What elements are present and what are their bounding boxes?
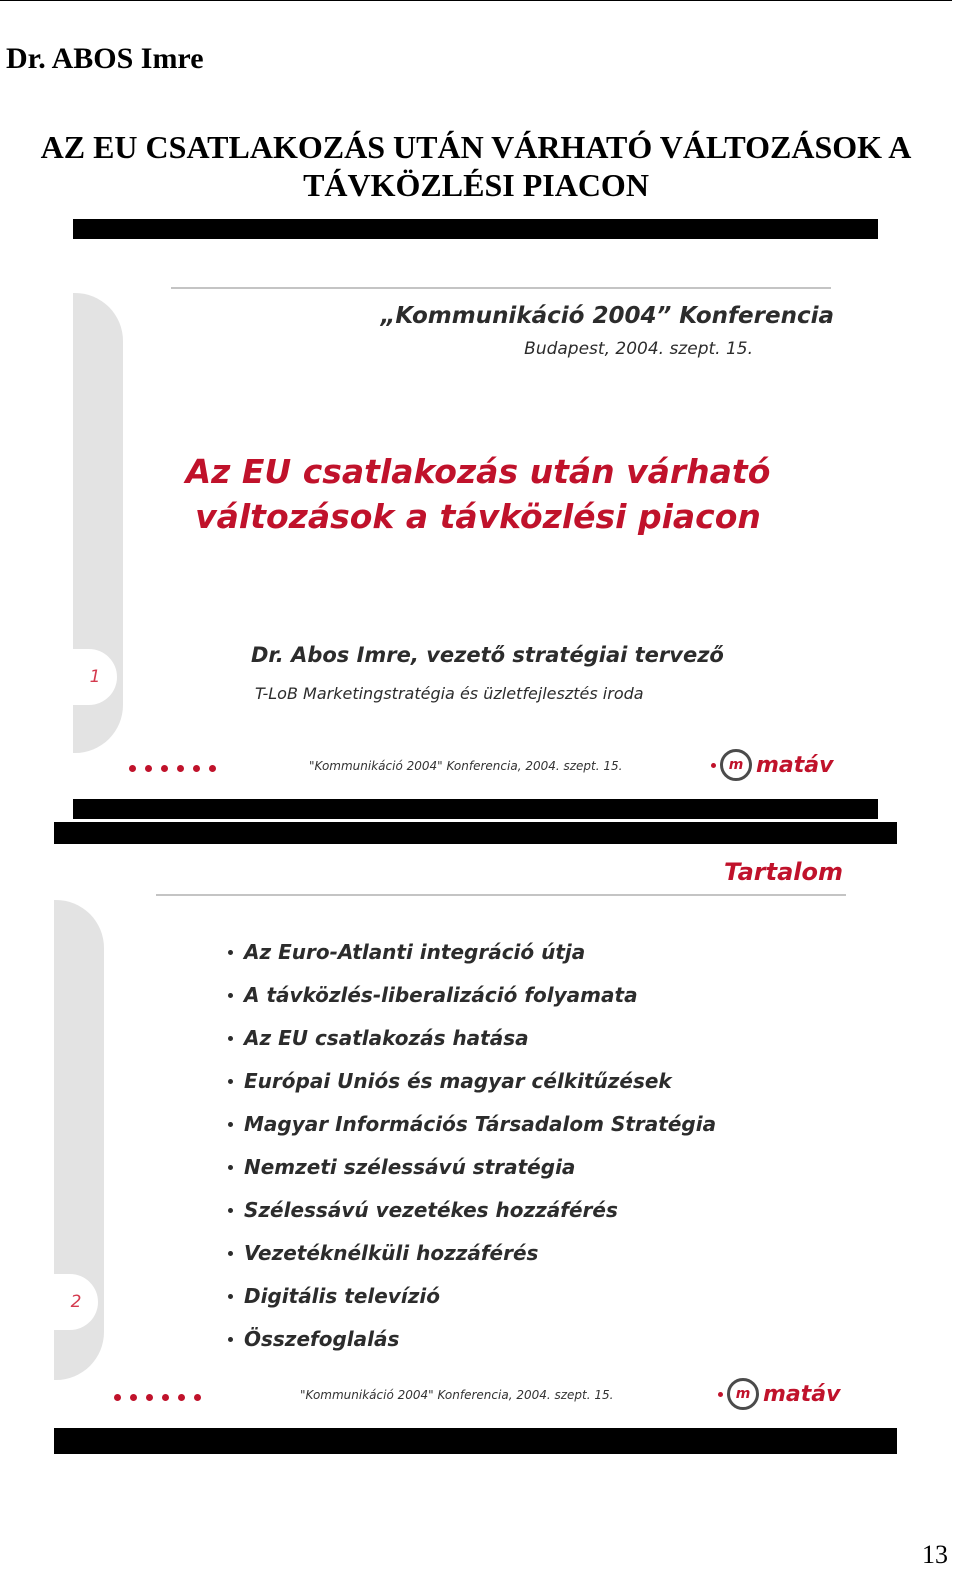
organization: T-LoB Marketingstratégia és üzletfejlesztés iroda <box>255 684 644 703</box>
slide-number: 1 <box>73 649 117 705</box>
document-title-line2: TÁVKÖZLÉSI PIACON <box>303 167 649 203</box>
slide-bottom-bar <box>54 1428 897 1454</box>
page-number: 13 <box>922 1540 948 1569</box>
slide-number: 2 <box>54 1274 98 1330</box>
list-item: Magyar Információs Társadalom Stratégia <box>226 1106 716 1149</box>
list-item: Európai Uniós és magyar célkitűzések <box>226 1063 716 1106</box>
logo-mark-icon: m <box>727 1378 759 1410</box>
slide-top-bar <box>54 822 897 844</box>
slide-main-title-line1: Az EU csatlakozás után várható <box>185 452 771 491</box>
slide-heading: Tartalom <box>724 858 843 886</box>
slide-footer: "Kommunikáció 2004" Konferencia, 2004. szept. 15. <box>309 759 623 773</box>
logo-name: matáv <box>756 752 834 778</box>
slide-top-bar <box>73 219 878 239</box>
list-item: A távközlés-liberalizáció folyamata <box>226 977 716 1020</box>
top-rule <box>0 0 952 1</box>
list-item: Digitális televízió <box>226 1278 716 1321</box>
slide-main-title-line2: változások a távközlési piacon <box>195 497 761 536</box>
document-title-line1: AZ EU CSATLAKOZÁS UTÁN VÁRHATÓ VÁLTOZÁSOK A <box>40 129 912 165</box>
list-item: Nemzeti szélessávú stratégia <box>226 1149 716 1192</box>
slide-1 <box>73 219 878 819</box>
logo-mark-icon: m <box>720 749 752 781</box>
conference-place-date: Budapest, 2004. szept. 15. <box>524 339 753 359</box>
conference-name: „Kommunikáció 2004” Konferencia <box>380 303 834 329</box>
presenter-name: Dr. Abos Imre, vezető stratégiai tervező <box>251 643 724 667</box>
list-item: Az Euro-Atlanti integráció útja <box>226 934 716 977</box>
slide-divider <box>171 287 831 289</box>
logo-name: matáv <box>763 1381 841 1407</box>
matav-logo <box>718 1378 840 1410</box>
document-title <box>0 128 952 204</box>
list-item: Vezetéknélküli hozzáférés <box>226 1235 716 1278</box>
list-item: Az EU csatlakozás hatása <box>226 1020 716 1063</box>
logo-dot-icon <box>718 1392 723 1397</box>
slide-2 <box>54 822 897 1454</box>
logo-dot-icon <box>711 763 716 768</box>
decorative-dots <box>114 1394 201 1401</box>
list-item: Szélessávú vezetékes hozzáférés <box>226 1192 716 1235</box>
slide-bottom-bar <box>73 799 878 819</box>
slide-main-title <box>153 449 803 539</box>
slide-footer: "Kommunikáció 2004" Konferencia, 2004. szept. 15. <box>300 1388 614 1402</box>
decorative-dots <box>129 765 216 772</box>
matav-logo <box>711 749 833 781</box>
agenda-list <box>226 934 716 1364</box>
author-name: Dr. ABOS Imre <box>6 42 204 75</box>
slide-divider <box>156 894 846 896</box>
list-item: Összefoglalás <box>226 1321 716 1364</box>
